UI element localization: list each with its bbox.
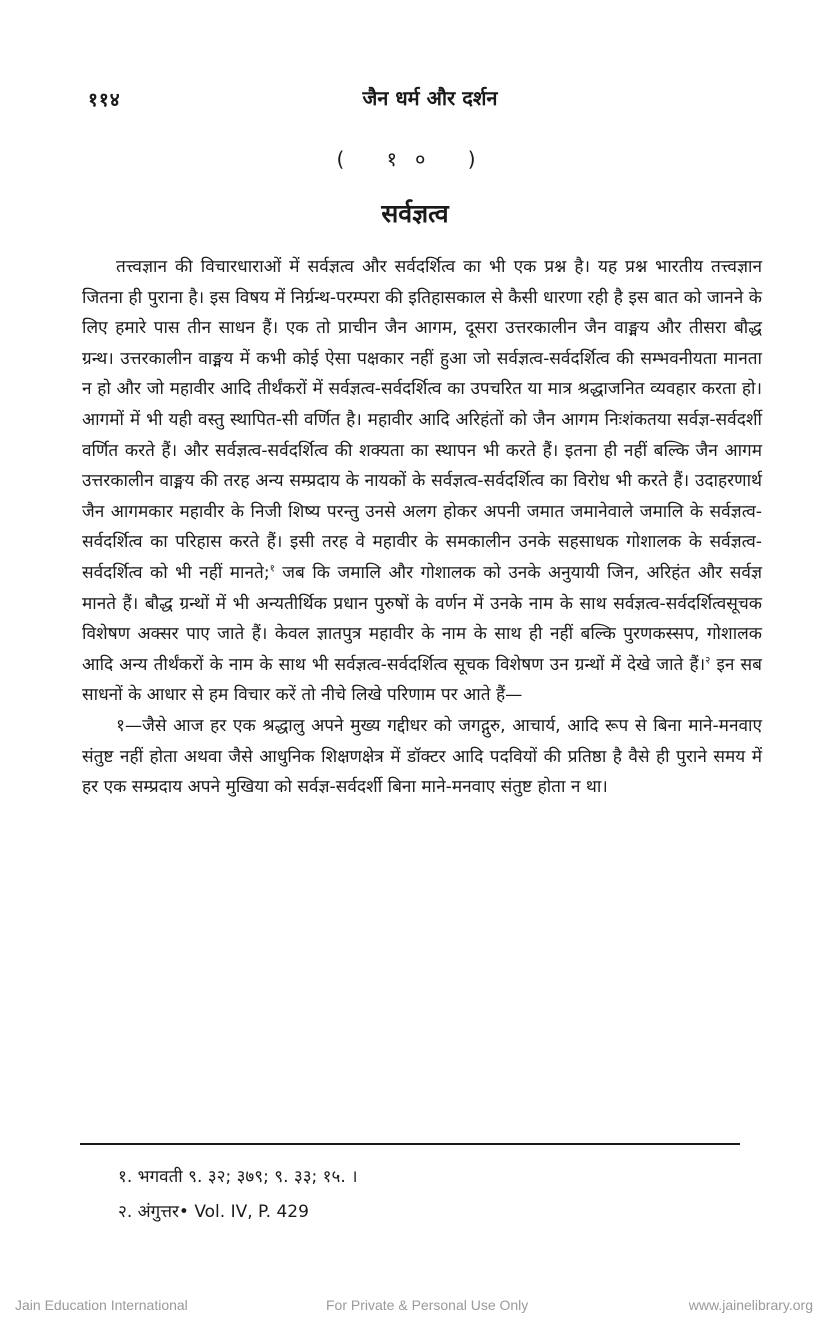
footer-website: www.jainelibrary.org (688, 1297, 813, 1313)
footnotes (118, 1160, 718, 1230)
footnote: २. अंगुत्तर• Vol. IV, P. 429 (118, 1202, 309, 1222)
footnote-reference: २ (705, 654, 711, 666)
paragraph-text: इन सब साधनों के आधार से हम विचार करें तो नीचे लिखे परिणाम पर आते हैं— (82, 654, 762, 706)
body-text (82, 252, 762, 803)
footer-publisher: Jain Education International (15, 1297, 188, 1313)
paragraph-text: तत्त्वज्ञान की विचारधाराओं में सर्वज्ञत्व और सर्वदर्शित्व का भी एक प्रश्न है। यह प्रश्न भारतीय तत्त्वज्ञान जितना ही पुराना है। इस विषय में निर्ग्रन्थ-परम्परा की इतिहासकाल से कैसी धारणा रही है इस बात को जानने के लिए हमारे पास तीन साधन हैं। एक तो प्राचीन जैन आगम, दूसरा उत्तरकालीन जैन वाङ्मय और तीसरा बौद्ध ग्रन्थ। उत्तरकालीन वाङ्मय में कभी कोई ऐसा पक्षकार नहीं हुआ जो सर्वज्ञत्व-सर्वदर्शित्व की सम्भवनीयता मानता न हो और जो महावीर आदि तीर्थंकरों में सर्वज्ञत्व-सर्वदर्शित्व का उपचरित या मात्र श्रद्धाजनित व्यवहार करता हो। आगमों में भी यही वस्तु स्थापित-सी वर्णित है। महावीर आदि अरिहंतों को जैन आगम निःशंकतया सर्वज्ञ-सर्वदर्शी वर्णित करते हैं। और सर्वज्ञत्व-सर्वदर्शित्व की शक्यता का स्थापन भी करते हैं। इतना ही नहीं बल्कि जैन आगम उत्तरकालीन वाङ्मय की तरह अन्य सम्प्रदाय के नायकों के सर्वज्ञत्व-सर्वदर्शित्व का विरोध भी करते हैं। उदाहरणार्थ जैन आगमकार महावीर के निजी शिष्य परन्तु उनसे अलग होकर अपनी जमात जमानेवाले जमालि के सर्वज्ञत्व-सर्वदर्शित्व का परिहास करते हैं। इसी तरह वे महावीर के समकालीन उनके सहसाधक गोशालक के सर्वज्ञत्व-सर्वदर्शित्व को भी नहीं मानते; (82, 257, 762, 583)
footnote-divider (80, 1143, 740, 1145)
footnote: १. भगवती ९. ३२; ३७९; ९. ३३; १५. । (118, 1167, 358, 1187)
footer-usage-notice: For Private & Personal Use Only (326, 1297, 529, 1313)
chapter-number: ( १० ) (336, 147, 494, 171)
footnote-reference: १ (269, 563, 275, 575)
chapter-title: सर्वज्ञत्व (381, 199, 449, 228)
paragraph (82, 252, 762, 711)
paragraph-text: जब कि जमालि और गोशालक को उनके अनुयायी जिन, अरिहंत और सर्वज्ञ मानते हैं। बौद्ध ग्रन्थों में भी अन्यतीर्थिक प्रधान पुरुषों के वर्णन में उनके नाम के साथ सर्वज्ञत्व-सर्वदर्शित्वसूचक विशेषण अक्सर पाए जाते हैं। केवल ज्ञातपुत्र महावीर के नाम के साथ ही नहीं बल्कि पुरणकस्सप, गोशालक आदि अन्य तीर्थंकरों के नाम के साथ भी सर्वज्ञत्व-सर्वदर्शित्व सूचक विशेषण उन ग्रन्थों में देखे जाते हैं। (82, 562, 762, 675)
page-footer (0, 1297, 828, 1317)
running-head: जैन धर्म और दर्शन (362, 86, 498, 110)
numbered-point: १—जैसे आज हर एक श्रद्धालु अपने मुख्य गद्दीधर को जगद्गुरु, आचार्य, आदि रूप से बिना माने-मनवाए संतुष्ट नहीं होता अथवा जैसे आधुनिक शिक्षणक्षेत्र में डॉक्टर आदि पदवियों की प्रतिष्ठा है वैसे ही पुराने समय में हर एक सम्प्रदाय अपने मुखिया को सर्वज्ञ-सर्वदर्शी बिना माने-मनवाए संतुष्ट होता न था। (82, 715, 762, 798)
page-number: ११४ (88, 89, 121, 111)
